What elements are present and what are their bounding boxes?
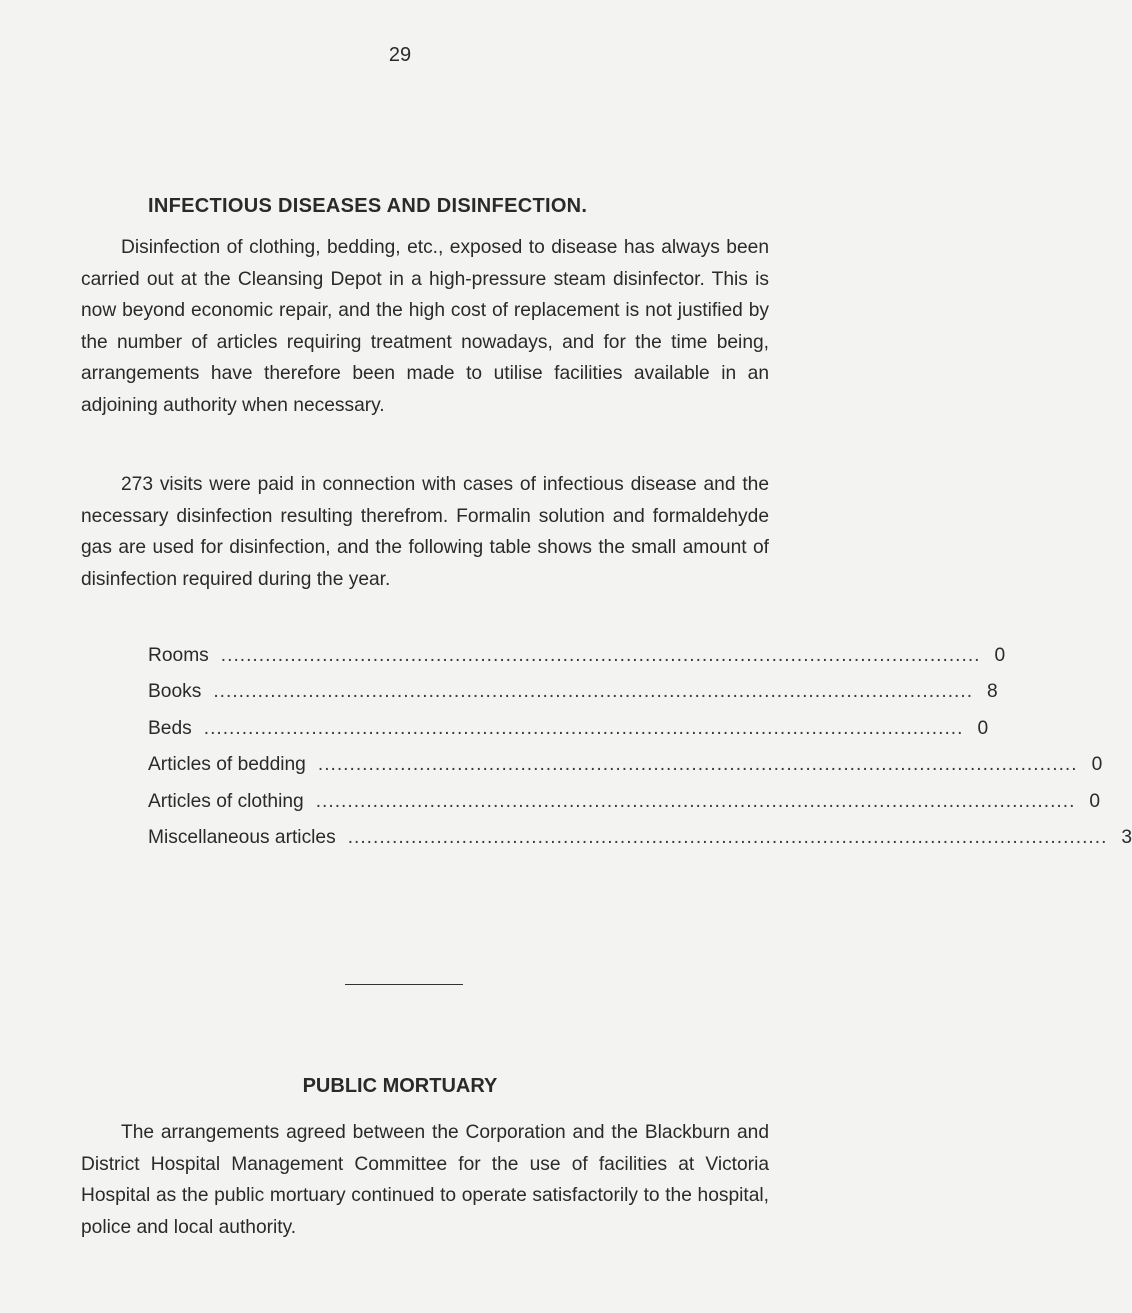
row-value: 0	[994, 645, 1006, 666]
row-label: Books	[148, 681, 202, 703]
page-number: 29	[388, 44, 412, 66]
table-row	[148, 826, 1132, 863]
dot-leader: ........................................................................................................................	[347, 826, 1108, 848]
table-row	[148, 645, 1006, 681]
paragraph-disinfection-depot	[81, 232, 769, 422]
dot-leader: ........................................................................................................................	[317, 754, 1078, 776]
row-label: Rooms	[148, 645, 209, 666]
table-row	[148, 717, 989, 754]
table-row	[148, 754, 1103, 790]
table-row	[148, 681, 998, 717]
table-row	[148, 790, 1101, 827]
row-label: Miscellaneous articles	[148, 826, 336, 848]
dot-leader: ........................................................................................................................	[213, 681, 974, 703]
disinfection-table	[148, 645, 1132, 863]
row-value: 0	[1089, 790, 1101, 812]
paragraph-text: 273 visits were paid in connection with cases of infectious disease and the necessary disinfection resulting therefrom. Formalin solution and formaldehyde gas are used for disinfection, and the following table shows the small amount of disinfection required during the year.	[81, 474, 769, 590]
paragraph-visits	[81, 469, 769, 595]
dot-leader: ........................................................................................................................	[315, 790, 1076, 812]
paragraph-mortuary	[81, 1117, 769, 1243]
dot-leader: ........................................................................................................................	[220, 645, 981, 666]
section-heading-public-mortuary: PUBLIC MORTUARY	[302, 1075, 498, 1097]
section-heading-infectious-diseases: INFECTIOUS DISEASES AND DISINFECTION.	[148, 195, 588, 217]
row-value: 0	[977, 717, 989, 739]
row-value: 0	[1091, 754, 1103, 776]
row-value: 8	[987, 681, 998, 703]
row-label: Beds	[148, 717, 192, 739]
paragraph-text: Disinfection of clothing, bedding, etc., exposed to disease has always been carried out at the Cleansing Depot in a high-pressure steam disinfector. This is now beyond economic repair, and the high cost of replacement is not justified by the number of articles requiring treatment nowadays, and for the time being, arrangements have therefore been made to utilise facilities available in an adjoining authority when necessary.	[81, 237, 769, 416]
section-divider	[345, 984, 463, 985]
dot-leader: ........................................................................................................................	[203, 717, 964, 739]
row-label: Articles of bedding	[148, 754, 306, 776]
paragraph-text: The arrangements agreed between the Corporation and the Blackburn and District Hospital Management Committee for the use of facilities at Victoria Hospital as the public mortuary continued to operate satisfactorily to the hospital, police and local authority.	[81, 1122, 769, 1238]
row-value: 3	[1121, 826, 1132, 848]
row-label: Articles of clothing	[148, 790, 304, 812]
